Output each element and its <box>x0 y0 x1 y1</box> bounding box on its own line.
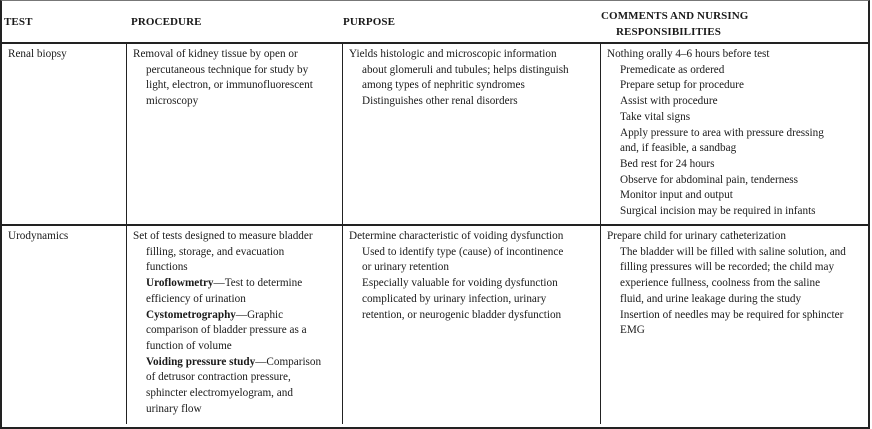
cell-line: function of volume <box>146 339 232 352</box>
cell-line: percutaneous technique for study by <box>146 63 309 76</box>
header-procedure: PROCEDURE <box>131 16 202 28</box>
cell-line: Bed rest for 24 hours <box>620 157 715 170</box>
cell-line: Yields histologic and microscopic information <box>349 48 557 60</box>
cell-line: Determine characteristic of voiding dysfunction <box>349 230 564 242</box>
cell-purpose <box>343 226 601 424</box>
cell-line: light, electron, or immunofluorescent <box>146 79 313 92</box>
cell-line: Monitor input and output <box>620 189 733 202</box>
cell-line: Premedicate as ordered <box>620 63 725 76</box>
term-label: Cystometrography <box>146 308 236 321</box>
cell-line: efficiency of urination <box>146 292 246 305</box>
cell-line: comparison of bladder pressure as a <box>146 324 307 337</box>
term-description: —Comparison <box>255 355 322 368</box>
cell-line: Observe for abdominal pain, tenderness <box>620 173 799 186</box>
table-header-row <box>2 1 868 44</box>
cell-line: Prepare child for urinary catheterization <box>607 230 786 242</box>
cell-line: filling, storage, and evacuation <box>146 245 285 258</box>
cell-line: Used to identify type (cause) of incontinence <box>362 245 564 258</box>
term-description: —Test to determine <box>213 277 303 290</box>
cell-procedure <box>127 44 343 224</box>
cell-line: of detrusor contraction pressure, <box>146 371 291 384</box>
cell-line: functions <box>146 261 188 274</box>
header-test: TEST <box>4 16 33 28</box>
cell-line: fluid, and urine leakage during the study <box>620 292 802 305</box>
cell-line: EMG <box>620 324 645 337</box>
cell-line <box>133 276 338 292</box>
term-description: —Graphic <box>235 308 284 321</box>
cell-line: Distinguishes other renal disorders <box>362 95 518 108</box>
header-purpose: PURPOSE <box>343 16 396 28</box>
cell-line: Especially valuable for voiding dysfunction <box>362 277 558 290</box>
cell-line <box>133 355 338 371</box>
cell-comments <box>601 226 868 424</box>
cell-line: Set of tests designed to measure bladder <box>133 230 313 242</box>
table-row <box>2 44 868 226</box>
cell-line: or urinary retention <box>362 261 449 274</box>
cell-line: urinary flow <box>146 402 202 415</box>
cell-line: about glomeruli and tubules; helps distinguish <box>362 63 569 76</box>
cell-line <box>133 308 338 324</box>
cell-test: Renal biopsy <box>2 44 127 224</box>
table-row <box>2 226 868 424</box>
cell-line: The bladder will be filled with saline solution, and <box>620 245 846 258</box>
cell-line: and, if feasible, a sandbag <box>620 142 737 155</box>
cell-line: microscopy <box>146 95 199 108</box>
cell-line: filling pressures will be recorded; the child may <box>620 261 835 274</box>
cell-line: sphincter electromyelogram, and <box>146 387 293 400</box>
term-label: Voiding pressure study <box>146 355 256 368</box>
cell-line: among types of nephritic syndromes <box>362 79 525 92</box>
cell-line: retention, or neurogenic bladder dysfunction <box>362 308 562 321</box>
cell-line: Assist with procedure <box>620 95 718 108</box>
term-label: Uroflowmetry <box>146 277 214 290</box>
cell-test: Urodynamics <box>2 226 127 424</box>
cell-purpose <box>343 44 601 224</box>
header-comments-line2: RESPONSIBILITIES <box>616 25 721 38</box>
cell-line: complicated by urinary infection, urinary <box>362 292 547 305</box>
header-comments-line1: COMMENTS AND NURSING <box>601 10 749 22</box>
cell-line: Surgical incision may be required in infants <box>620 205 816 218</box>
cell-line: Take vital signs <box>620 110 691 123</box>
cell-comments <box>601 44 868 224</box>
cell-line: Removal of kidney tissue by open or <box>133 48 298 60</box>
cell-line: Insertion of needles may be required for sphincter <box>620 308 844 321</box>
cell-line: experience fullness, coolness from the saline <box>620 277 821 290</box>
cell-line: Nothing orally 4–6 hours before test <box>607 48 770 60</box>
header-comments <box>601 1 868 42</box>
cell-line: Prepare setup for procedure <box>620 79 744 92</box>
cell-line: Apply pressure to area with pressure dressing <box>620 126 824 139</box>
cell-procedure <box>127 226 343 424</box>
